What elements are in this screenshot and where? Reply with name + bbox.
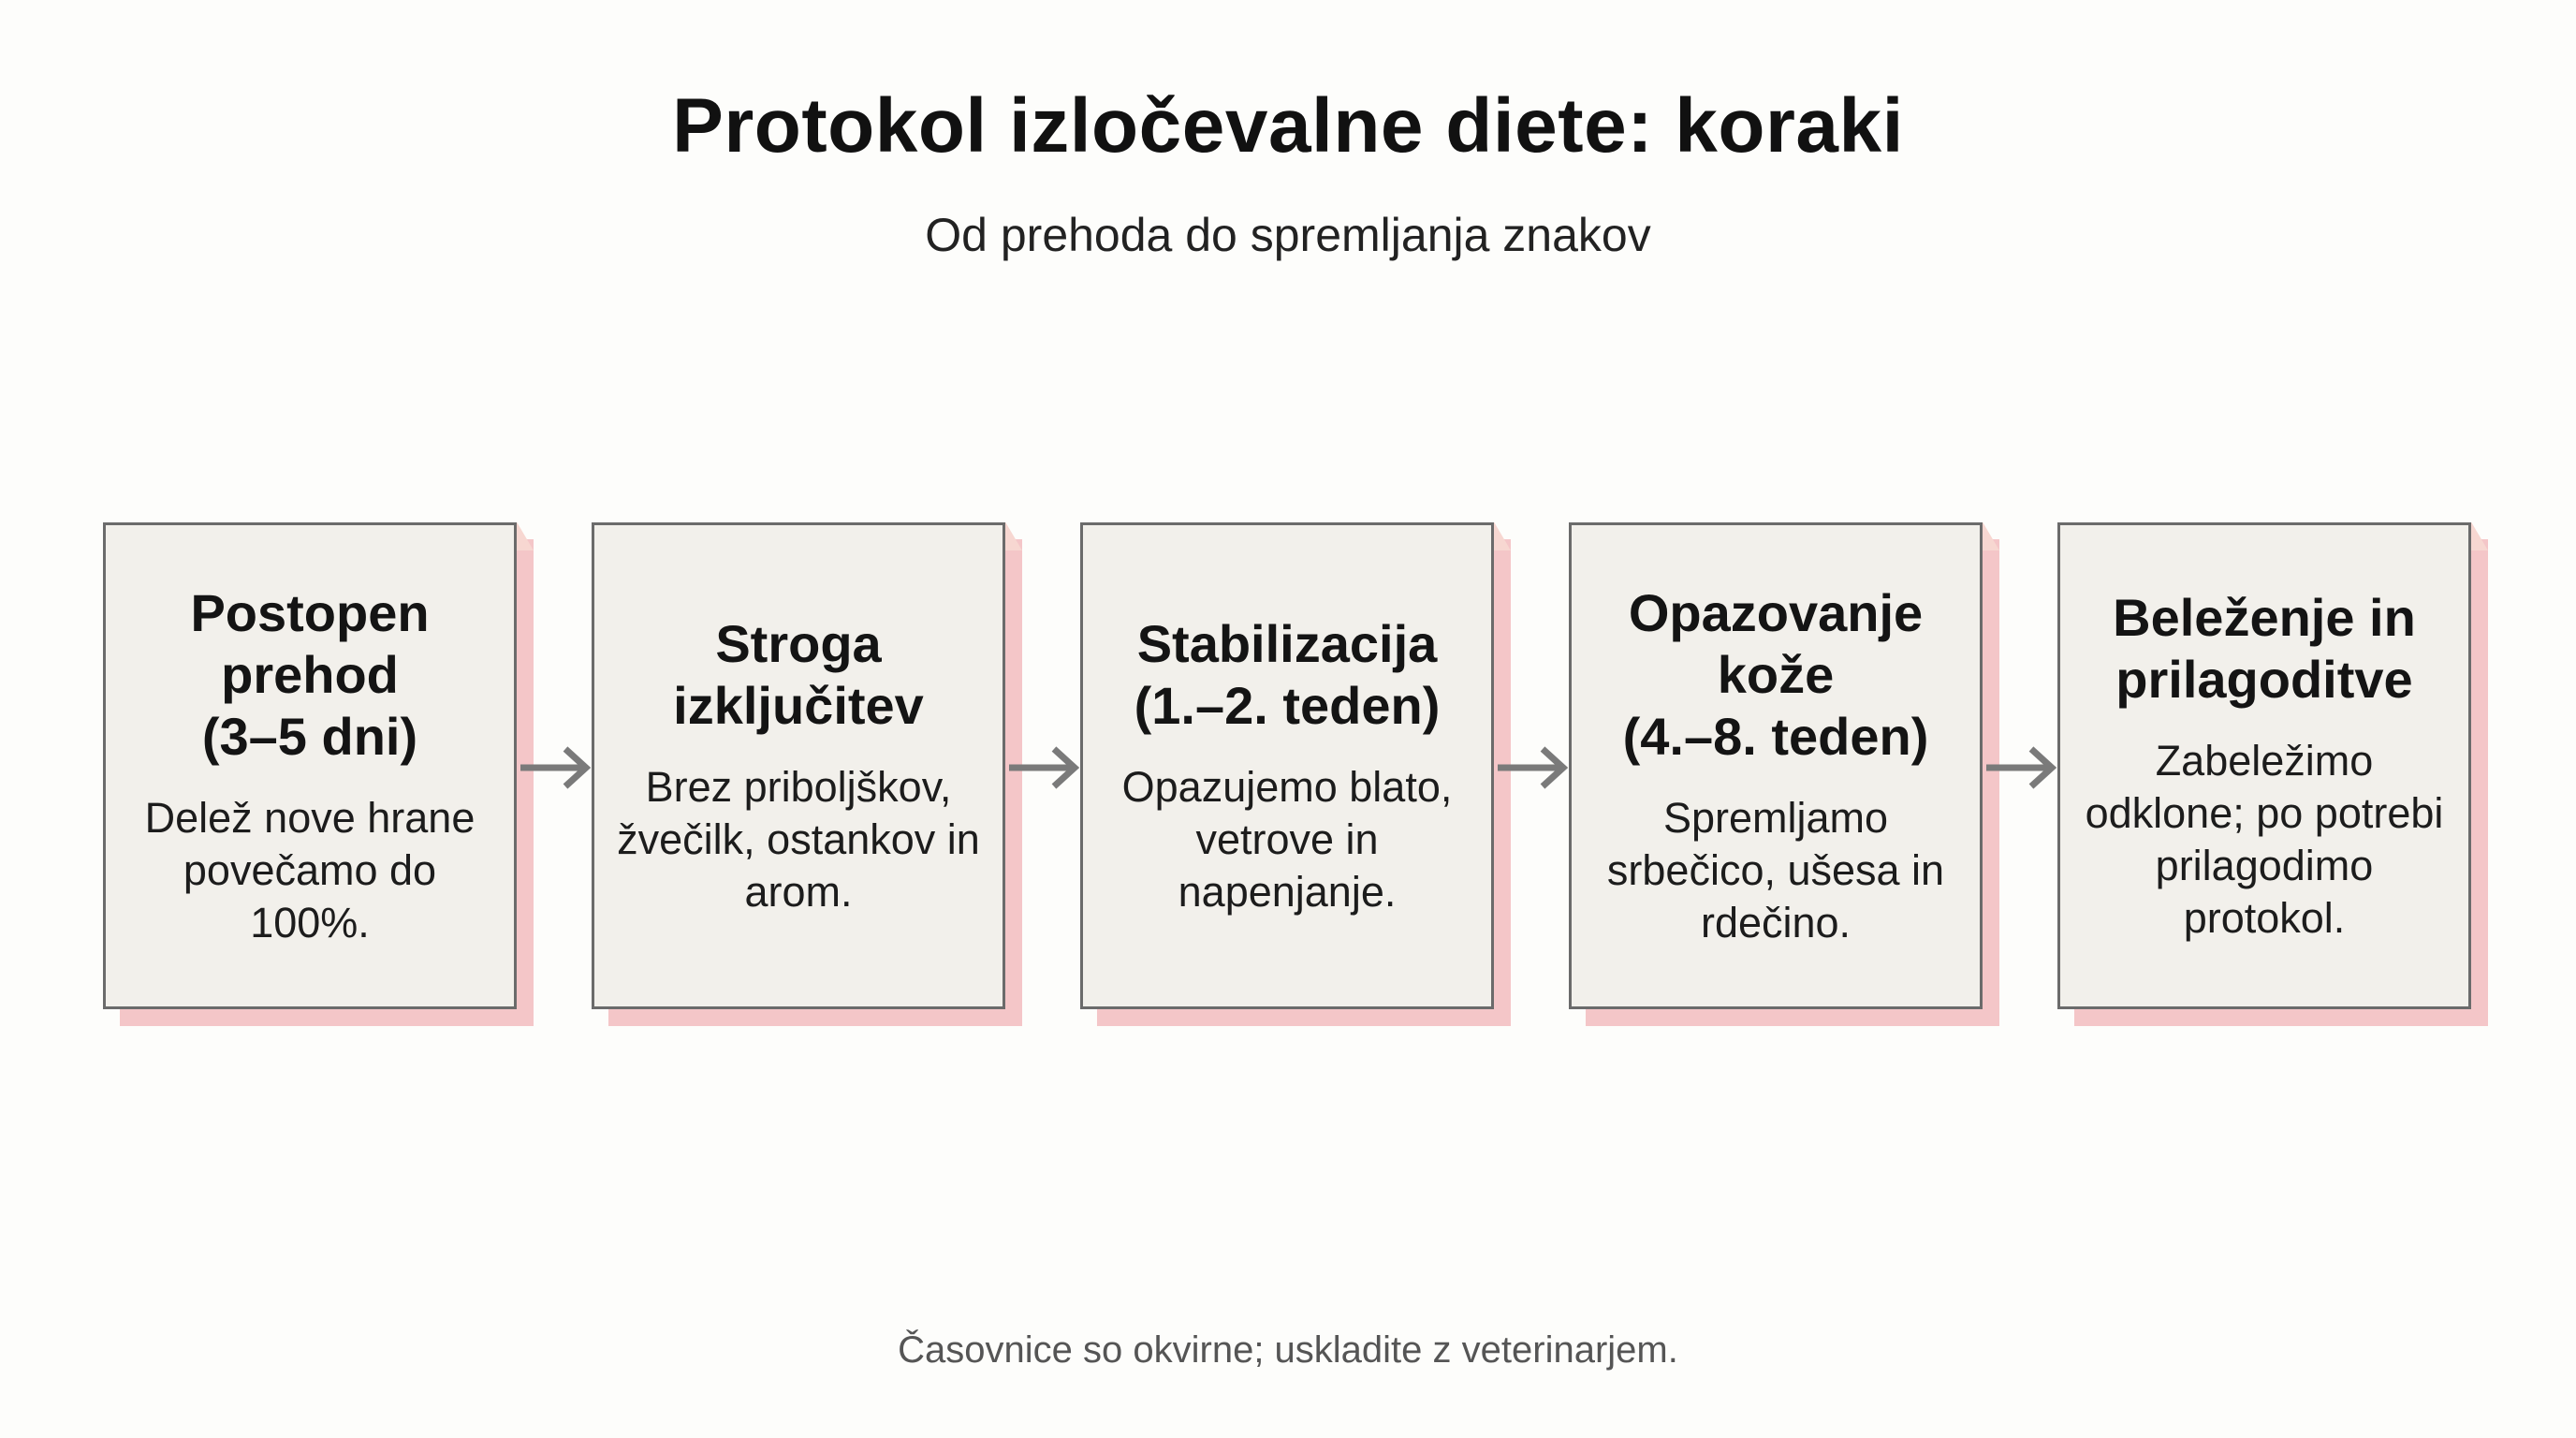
step-card <box>1569 522 1983 1009</box>
step-card <box>103 522 517 1009</box>
step-description: Spremljamo srbečico, ušesa in rdečino. <box>1606 794 1945 946</box>
step-3 <box>1080 522 1494 1009</box>
step-description: Delež nove hrane povečamo do 100%. <box>144 794 476 946</box>
step-card <box>1080 522 1494 1009</box>
footnote: Časovnice so okvirne; uskladite z veterinarjem. <box>898 1329 1678 1371</box>
step-5 <box>2057 522 2471 1009</box>
step-description: Zabeležimo odklone; po potrebi prilagodimo protokol. <box>2085 737 2444 942</box>
step-description: Brez priboljškov, žvečilk, ostankov in arom. <box>617 763 980 916</box>
step-2 <box>592 522 1005 1009</box>
arrow-right-icon <box>1007 743 1080 792</box>
step-1 <box>103 522 517 1009</box>
step-4 <box>1569 522 1983 1009</box>
step-card <box>2057 522 2471 1009</box>
diagram-subtitle: Od prehoda do spremljanja znakov <box>925 209 1651 261</box>
arrow-right-icon <box>1984 743 2057 792</box>
step-title: Stroga izključitev <box>673 614 924 735</box>
step-card <box>592 522 1005 1009</box>
step-title: Opazovanje kože (4.–8. teden) <box>1622 583 1929 766</box>
step-title: Stabilizacija (1.–2. teden) <box>1134 614 1441 735</box>
arrow-right-icon <box>1496 743 1569 792</box>
diagram-title: Protokol izločevalne diete: koraki <box>672 83 1904 169</box>
step-title: Beleženje in prilagoditve <box>2113 588 2416 709</box>
step-description: Opazujemo blato, vetrove in napenjanje. <box>1121 763 1453 916</box>
arrow-right-icon <box>519 743 592 792</box>
step-title: Postopen prehod (3–5 dni) <box>190 583 430 766</box>
